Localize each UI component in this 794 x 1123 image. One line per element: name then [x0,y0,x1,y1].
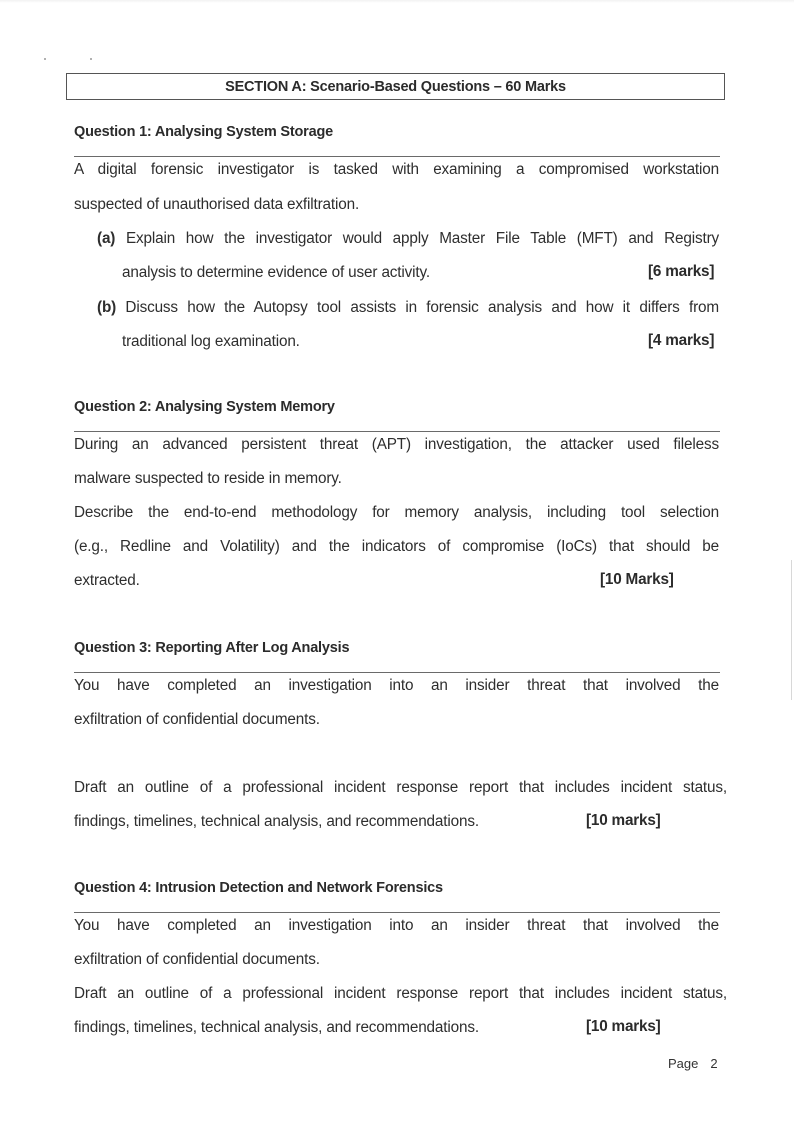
question-text-line: malware suspected to reside in memory. [74,470,342,487]
question-text-line: A digital forensic investigator is tasked with examining a compromised workstation [74,161,719,178]
scan-top-shade [0,0,794,3]
section-title: SECTION A: Scenario-Based Questions – 60 Marks [225,78,566,95]
scan-edge-artifact [791,560,792,700]
sub-question-text-line: Explain how the investigator would apply Master File Table (MFT) and Registry [125,230,720,247]
question-heading: Question 4: Intrusion Detection and Network Forensics [74,880,443,896]
question-text-line: Draft an outline of a professional incident response report that includes incident status, [74,779,727,796]
marks-label: [10 marks] [586,1018,661,1035]
question-text-line: You have completed an investigation into an insider threat that involved the [74,917,719,934]
section-header-box [66,73,725,100]
sub-question-text-line: traditional log examination. [122,333,300,350]
heading-rule [74,156,720,157]
question-text-line: You have completed an investigation into an insider threat that involved the [74,677,719,694]
sub-question-text-line: Discuss how the Autopsy tool assists in forensic analysis and how it differs from [125,299,719,316]
heading-rule [74,912,720,913]
page-number-footer [668,1056,718,1071]
question-heading: Question 1: Analysing System Storage [74,124,333,140]
sub-question-label: (a) [97,230,116,247]
question-text-line: Draft an outline of a professional incident response report that includes incident status, [74,985,727,1002]
question-text-line: findings, timelines, technical analysis, and recommendations. [74,1019,479,1036]
question-text-line: findings, timelines, technical analysis, and recommendations. [74,813,479,830]
sub-question-label: (b) [97,299,117,316]
question-text-line: During an advanced persistent threat (APT) investigation, the attacker used fileless [74,436,719,453]
scan-speck [90,58,92,60]
marks-label: [10 marks] [586,812,661,829]
question-text-line: (e.g., Redline and Volatility) and the indicators of compromise (IoCs) that should be [74,538,719,555]
marks-label: [4 marks] [648,332,715,349]
question-text-line: exfiltration of confidential documents. [74,951,320,968]
sub-question-a [97,229,719,249]
question-text-line: Describe the end-to-end methodology for memory analysis, including tool selection [74,504,719,521]
marks-label: [6 marks] [648,263,715,280]
page-number: 2 [710,1056,718,1071]
sub-question-text-line: analysis to determine evidence of user activity. [122,264,430,281]
marks-label: [10 Marks] [600,571,674,588]
heading-rule [74,431,720,432]
scan-speck [44,58,46,60]
heading-rule [74,672,720,673]
question-text-line: suspected of unauthorised data exfiltration. [74,196,360,213]
page-label: Page [668,1056,699,1071]
question-text-line: exfiltration of confidential documents. [74,711,320,728]
sub-question-b [97,298,719,318]
question-heading: Question 3: Reporting After Log Analysis [74,640,350,656]
question-text-line: extracted. [74,572,140,589]
question-heading: Question 2: Analysing System Memory [74,399,335,415]
